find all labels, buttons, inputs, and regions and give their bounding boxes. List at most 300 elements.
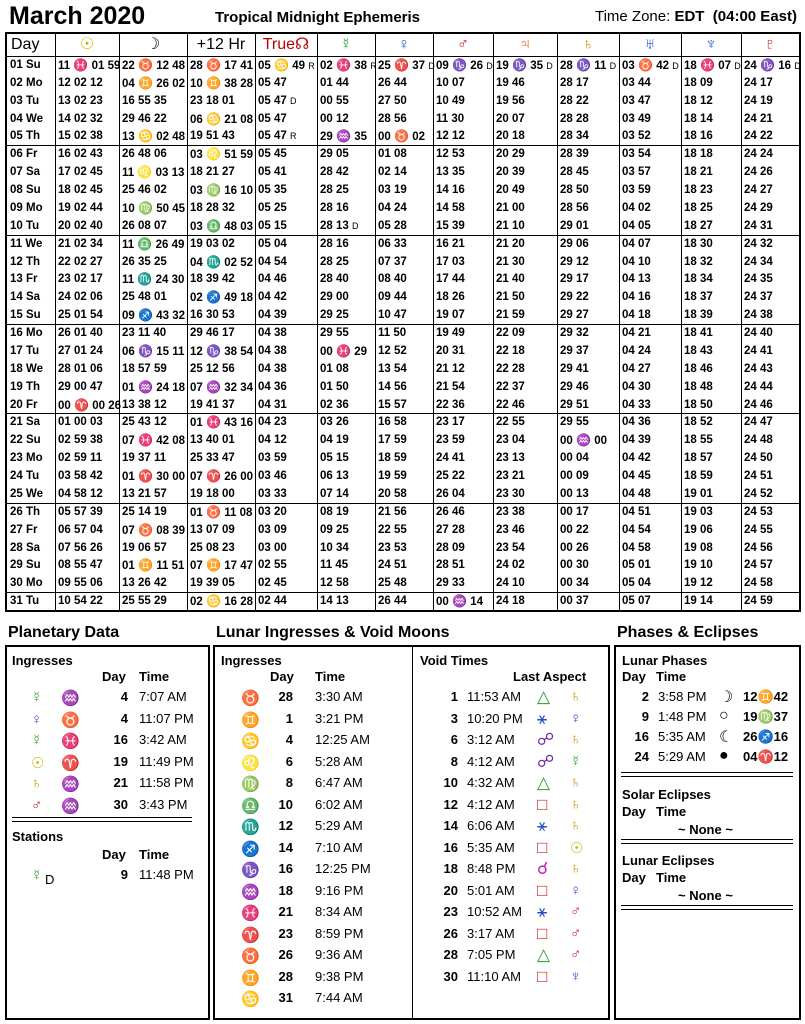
cell-part: 28 — [560, 112, 576, 125]
cell-part: 06 — [154, 148, 167, 161]
ephemeris-row — [7, 56, 799, 75]
ephemeris-cell — [436, 592, 492, 610]
cell-part: 07 — [638, 595, 651, 608]
ephemeris-cell — [684, 181, 740, 199]
planet-glyph: ♂ — [31, 796, 43, 814]
ephemeris-cell — [496, 396, 556, 414]
phase-minute: 37 — [773, 709, 789, 724]
ephemeris-cell — [190, 110, 254, 128]
ingress-day: 30 — [113, 796, 128, 812]
ephemeris-cell — [744, 74, 798, 92]
cell-part: 29 — [560, 398, 576, 411]
cell-part: 33 — [274, 487, 287, 500]
cell-part: 03 — [622, 60, 638, 72]
ephemeris-cell — [258, 74, 316, 92]
cell-part: 02 — [74, 237, 90, 250]
cell-part: 50 — [760, 452, 773, 465]
cell-part: 35 — [760, 273, 773, 286]
planet-glyph: ♄ — [570, 860, 582, 877]
cell-part: 44 — [394, 76, 407, 89]
ingress-time: 9:16 PM — [315, 882, 364, 898]
ephemeris-cell — [744, 592, 798, 610]
ephemeris-row — [7, 503, 799, 522]
cell-part: 00 — [560, 523, 576, 536]
ingress-day: 28 — [278, 689, 293, 704]
cell-part: ♌ — [206, 147, 225, 162]
ephemeris-cell — [190, 324, 254, 342]
cell-part: 04 — [274, 237, 287, 250]
ephemeris-cell — [378, 92, 432, 110]
cell-part: ♑ — [452, 58, 471, 72]
cell-part: 01 — [638, 559, 651, 572]
cell-part: 05 — [258, 112, 274, 125]
ephemeris-cell — [622, 163, 680, 181]
cell-part: 18 — [684, 219, 700, 232]
cell-part: 44 — [638, 76, 651, 89]
cell-part: 10 — [190, 77, 206, 90]
cell-part: 35 — [274, 184, 287, 197]
divider — [12, 821, 192, 822]
page-header — [0, 0, 805, 34]
void-day: 8 — [450, 753, 458, 769]
void-time: 3:12 AM — [467, 732, 515, 747]
cell-part: 11 — [58, 60, 74, 72]
cell-part: 37 — [576, 595, 589, 608]
cell-part: 18 — [172, 381, 186, 394]
cell-part: 18 — [684, 291, 700, 304]
cell-part: 35 — [354, 131, 368, 144]
cell-part: 34 — [240, 381, 254, 394]
moon-phase-icon: ● — [719, 747, 729, 764]
cell-part: 23 — [378, 541, 394, 554]
cell-part: 35 — [154, 94, 167, 107]
cell-part: 52 — [394, 344, 407, 357]
cell-part: 13 — [336, 470, 349, 483]
ephemeris-cell — [378, 396, 432, 414]
cell-part: 21 — [512, 470, 525, 483]
ephemeris-cell — [320, 485, 374, 503]
cell-part: 20 — [496, 130, 512, 143]
ephemeris-row — [7, 235, 799, 254]
cell-part: 07 — [512, 112, 525, 125]
cell-part: 40 — [760, 327, 773, 340]
planet-glyph: ♄ — [570, 688, 582, 705]
cell-part: 03 — [240, 220, 254, 233]
ephemeris-cell — [320, 253, 374, 271]
cell-part: 42 — [638, 452, 651, 465]
ephemeris-row — [7, 539, 799, 558]
ephemeris-cell — [378, 74, 432, 92]
cell-part: 03 — [622, 130, 638, 143]
cell-part: 13 — [436, 166, 452, 179]
cell-part: 02 — [58, 452, 74, 465]
ephemeris-cell — [496, 270, 556, 288]
cell-part: 46 — [452, 505, 465, 518]
cell-part: 13 — [122, 131, 138, 144]
ephemeris-cell — [320, 539, 374, 557]
cell-part: 24 — [744, 148, 760, 161]
sign-glyph: ♉ — [241, 948, 260, 965]
void-day: 10 — [443, 775, 458, 790]
cell-part: 59 — [74, 452, 90, 465]
cell-part: 14 — [320, 595, 336, 608]
ephemeris-cell — [258, 110, 316, 128]
day-header: Day — [102, 669, 126, 684]
cell-part: 48 — [760, 434, 773, 447]
cell-part: 37 — [394, 255, 407, 268]
ephemeris-row — [7, 413, 799, 432]
ephemeris-cell — [258, 574, 316, 592]
ephemeris-cell — [622, 556, 680, 574]
cell-part: 08 — [206, 541, 222, 554]
cell-part: 58 — [394, 487, 407, 500]
cell-part: 01 — [190, 506, 206, 519]
cell-part: 26 — [122, 219, 138, 232]
cell-part: 11 — [138, 327, 154, 340]
cell-part: 24 — [744, 112, 760, 125]
cell-part: 20 — [378, 487, 394, 500]
cell-part: 02 — [638, 201, 651, 214]
ephemeris-cell — [622, 288, 680, 306]
cell-part: 25 — [58, 309, 74, 322]
ephemeris-cell — [58, 574, 118, 592]
void-day: 14 — [443, 818, 458, 833]
cell-part: 19 — [684, 487, 700, 500]
cell-part: 33 — [638, 398, 651, 411]
ephemeris-cell: 19 Th — [10, 380, 41, 393]
ephemeris-cell: 02 Mo — [10, 76, 43, 89]
cell-part: 38 — [138, 398, 154, 411]
cell-part: 33 — [206, 452, 222, 465]
cell-part: 17 — [224, 560, 241, 573]
ephemeris-cell — [190, 181, 254, 199]
cell-part: ♊ — [138, 75, 157, 90]
ephemeris-cell — [190, 199, 254, 217]
ephemeris-row — [7, 253, 799, 272]
ephemeris-table — [5, 32, 801, 612]
cell-part: 04 — [622, 434, 638, 447]
cell-part: 12 — [156, 60, 173, 72]
cell-part: 07 — [378, 255, 394, 268]
cell-part: 05 — [622, 595, 638, 608]
ephemeris-cell — [378, 503, 432, 521]
cell-part: 00 — [560, 505, 576, 518]
cell-part: 26 — [58, 327, 74, 340]
cell-part: 54 — [512, 541, 525, 554]
cell-part: ♍ — [206, 183, 225, 198]
cell-part: 04 — [622, 416, 638, 429]
cell-part: D — [352, 220, 359, 231]
ephemeris-cell — [258, 342, 316, 360]
cell-part: 26 — [90, 541, 103, 554]
cell-part: 30 — [638, 380, 651, 393]
cell-part: 18 — [684, 362, 700, 375]
void-time: 10:20 PM — [467, 710, 523, 726]
cell-part: 45 — [576, 166, 589, 179]
cell-part: 53 — [222, 309, 235, 322]
ephemeris-cell — [684, 449, 740, 467]
cell-part: 24 — [58, 291, 74, 304]
cell-part: 04 — [622, 291, 638, 304]
ephemeris-cell: 31 Tu — [10, 595, 40, 608]
ephemeris-cell: 17 Tu — [10, 344, 40, 357]
cell-part: R — [290, 131, 297, 142]
cell-part: 25 — [336, 184, 349, 197]
cell-part: 14 — [336, 487, 349, 500]
ephemeris-cell — [744, 431, 798, 449]
ephemeris-cell: 22 Su — [10, 434, 41, 447]
cell-part: 05 — [258, 219, 274, 232]
cell-part: 26 — [155, 238, 172, 251]
cell-part: 24 — [744, 166, 760, 179]
cell-part: ♐ — [138, 308, 157, 323]
ephemeris-cell — [436, 217, 492, 235]
cell-part: 49 — [292, 60, 309, 72]
ephemeris-cell — [258, 413, 316, 431]
ingress-time: 3:42 AM — [139, 732, 187, 747]
cell-part: 47 — [222, 452, 235, 465]
cell-part: 22 — [576, 94, 589, 107]
cell-part: 35 — [138, 255, 154, 268]
ephemeris-cell — [320, 449, 374, 467]
cell-part: 05 — [258, 130, 274, 143]
void-time: 5:01 AM — [467, 882, 515, 898]
cell-part: 00 — [74, 380, 90, 393]
ephemeris-cell — [684, 485, 740, 503]
cell-part: 26 — [760, 166, 773, 179]
cell-part: 07 — [154, 219, 167, 232]
cell-part: 30 — [451, 112, 465, 125]
cell-part: 43 — [700, 344, 713, 357]
cell-part: 55 — [394, 523, 407, 536]
cell-part: 17 — [452, 416, 465, 429]
ingress-day: 8 — [285, 775, 293, 790]
cell-part: 27 — [222, 166, 235, 179]
cell-part: 54 — [638, 148, 651, 161]
ephemeris-cell — [744, 145, 798, 163]
cell-part: 23 — [700, 184, 713, 197]
ephemeris-row — [7, 324, 799, 343]
lunar-phases-label: Lunar Phases — [622, 653, 708, 668]
ephemeris-cell — [496, 235, 556, 253]
divider — [621, 843, 793, 844]
ephemeris-cell — [560, 449, 618, 467]
ephemeris-cell — [378, 413, 432, 431]
ephemeris-cell — [58, 306, 118, 324]
cell-part: 00 — [320, 94, 336, 107]
planet-glyph: ♄ — [570, 774, 582, 791]
lunar-eclipses-label: Lunar Eclipses — [622, 853, 715, 868]
ephemeris-cell — [496, 378, 556, 396]
cell-part: 22 — [122, 60, 138, 72]
cell-part: ♒ — [138, 379, 157, 394]
cell-part: 35 — [530, 60, 547, 72]
ephemeris-cell — [436, 270, 492, 288]
sign-glyph: ♍ — [757, 709, 774, 724]
cell-part: 04 — [622, 487, 638, 500]
cell-part: 34 — [700, 273, 713, 286]
cell-part: 13 — [336, 595, 349, 608]
sign-glyph: ♉ — [61, 711, 80, 729]
ephemeris-cell — [378, 467, 432, 485]
ephemeris-cell: 12 Th — [10, 255, 41, 268]
ephemeris-cell — [436, 288, 492, 306]
cell-part: ♋ — [206, 594, 225, 609]
ephemeris-cell — [58, 539, 118, 557]
ephemeris-cell — [744, 270, 798, 288]
cell-part: 49 — [512, 184, 525, 197]
cell-part: 02 — [74, 255, 90, 268]
ephemeris-cell — [560, 74, 618, 92]
ephemeris-cell — [122, 253, 186, 271]
ephemeris-cell — [622, 235, 680, 253]
cell-part: 13 — [378, 362, 394, 375]
cell-part: 00 — [594, 435, 608, 448]
cell-part: ♒ — [336, 129, 355, 144]
cell-part: ♈ — [394, 58, 413, 72]
ephemeris-cell — [320, 92, 374, 110]
cell-part: 13 — [190, 523, 206, 536]
cell-part: 24 — [744, 595, 760, 608]
cell-part: 28 — [320, 219, 336, 232]
cell-part: ♌ — [137, 165, 156, 180]
ephemeris-cell — [684, 324, 740, 342]
cell-part: 11 — [122, 167, 138, 180]
ephemeris-cell — [122, 145, 186, 163]
cell-part: 05 — [336, 148, 349, 161]
cell-part: 12 — [274, 434, 287, 447]
cell-part: 00 — [560, 487, 576, 500]
cell-part: 32 — [760, 237, 773, 250]
cell-part: 18 — [684, 237, 700, 250]
ephemeris-cell — [320, 56, 377, 74]
ingress-time: 8:34 AM — [315, 904, 363, 919]
ingresses-label: Ingresses — [221, 653, 282, 668]
cell-part: 48 — [700, 380, 713, 393]
cell-part: 29 — [560, 416, 576, 429]
cell-part: 18 — [684, 273, 700, 286]
ephemeris-row — [7, 163, 799, 182]
cell-part: 48 — [638, 487, 651, 500]
ephemeris-cell — [320, 431, 374, 449]
ephemeris-cell — [560, 521, 618, 539]
cell-part: 13 — [122, 487, 138, 500]
col-header: ♆ — [705, 36, 717, 53]
void-time: 11:53 AM — [467, 689, 521, 704]
cell-part: ♓ — [138, 433, 157, 448]
cell-part: 25 — [274, 201, 287, 214]
lunar-ingress-title: Lunar Ingresses & Void Moons — [216, 624, 450, 641]
cell-part: 55 — [700, 434, 713, 447]
cell-part: 11 — [172, 345, 185, 358]
cell-part: 24 — [378, 559, 394, 572]
col-header: ♀ — [398, 36, 410, 53]
cell-part: 13 — [638, 273, 651, 286]
cell-part: 19 — [394, 184, 407, 197]
cell-part: 39 — [700, 309, 713, 322]
cell-part: 25 — [336, 523, 349, 536]
ephemeris-cell — [496, 324, 556, 342]
ephemeris-row — [7, 574, 799, 593]
cell-part: 32 — [222, 201, 235, 214]
cell-part: 00 — [560, 541, 576, 554]
cell-part: 51 — [452, 559, 465, 572]
cell-part: 14 — [378, 380, 394, 393]
cell-part: 02 — [74, 273, 90, 286]
cell-part: ♏ — [137, 272, 156, 287]
cell-part: ♈ — [74, 397, 93, 412]
cell-part: 28 — [190, 60, 206, 72]
ephemeris-cell — [622, 378, 680, 396]
cell-part: 51 — [576, 398, 589, 411]
ephemeris-cell — [378, 449, 432, 467]
cell-part: 43 — [760, 362, 773, 375]
ephemeris-cell — [744, 306, 798, 324]
cell-part: 23 — [436, 434, 452, 447]
moon-phase-icon: ☾ — [719, 729, 734, 746]
cell-part: ♓ — [336, 58, 355, 72]
ephemeris-cell — [744, 199, 798, 217]
ephemeris-cell — [560, 56, 618, 74]
cell-part: 41 — [206, 398, 222, 411]
cell-part: 45 — [638, 470, 651, 483]
ephemeris-cell — [190, 503, 254, 521]
cell-part: 29 — [122, 112, 138, 125]
cell-part: 19 — [378, 470, 394, 483]
ephemeris-cell — [58, 253, 118, 271]
aspect-glyph: ☍ — [537, 730, 555, 749]
aspect-glyph: △ — [537, 945, 551, 964]
cell-part: 04 — [378, 201, 394, 214]
cell-part: 52 — [700, 416, 713, 429]
cell-part: 23 — [496, 470, 512, 483]
cell-part: 28 — [560, 184, 576, 197]
ephemeris-cell — [744, 235, 798, 253]
ingress-time: 11:49 PM — [139, 753, 194, 769]
cell-part: 03 — [190, 220, 206, 233]
cell-part: 23 — [496, 452, 512, 465]
ephemeris-cell — [496, 449, 556, 467]
ephemeris-cell — [684, 235, 740, 253]
ingress-day: 6 — [285, 753, 293, 769]
cell-part: 18 — [684, 76, 700, 89]
cell-part: 25 — [336, 309, 349, 322]
cell-part: 24 — [744, 380, 760, 393]
ephemeris-cell — [258, 306, 316, 324]
cell-part: 02 — [258, 559, 274, 572]
cell-part: 21 — [496, 309, 512, 322]
cell-part: 18 — [684, 398, 700, 411]
cell-part: 03 — [206, 237, 222, 250]
cell-part: 07 — [638, 237, 651, 250]
cell-part: 51 — [224, 149, 241, 162]
cell-part: 30 — [512, 487, 525, 500]
ephemeris-row — [7, 270, 799, 289]
cell-part: ♒ — [452, 594, 471, 609]
ephemeris-cell — [58, 449, 118, 467]
cell-part: 12 — [190, 345, 206, 358]
phase-day: 2 — [641, 689, 649, 704]
cell-part: 02 — [156, 131, 173, 144]
cell-part: 29 — [512, 148, 525, 161]
cell-part: 18 — [684, 327, 700, 340]
ephemeris-cell — [622, 145, 680, 163]
ephemeris-cell: 23 Mo — [10, 452, 43, 465]
ephemeris-cell — [622, 110, 680, 128]
cell-part: 01 — [320, 76, 336, 89]
cell-part: 02 — [74, 219, 90, 232]
void-time: 4:12 AM — [467, 753, 515, 769]
